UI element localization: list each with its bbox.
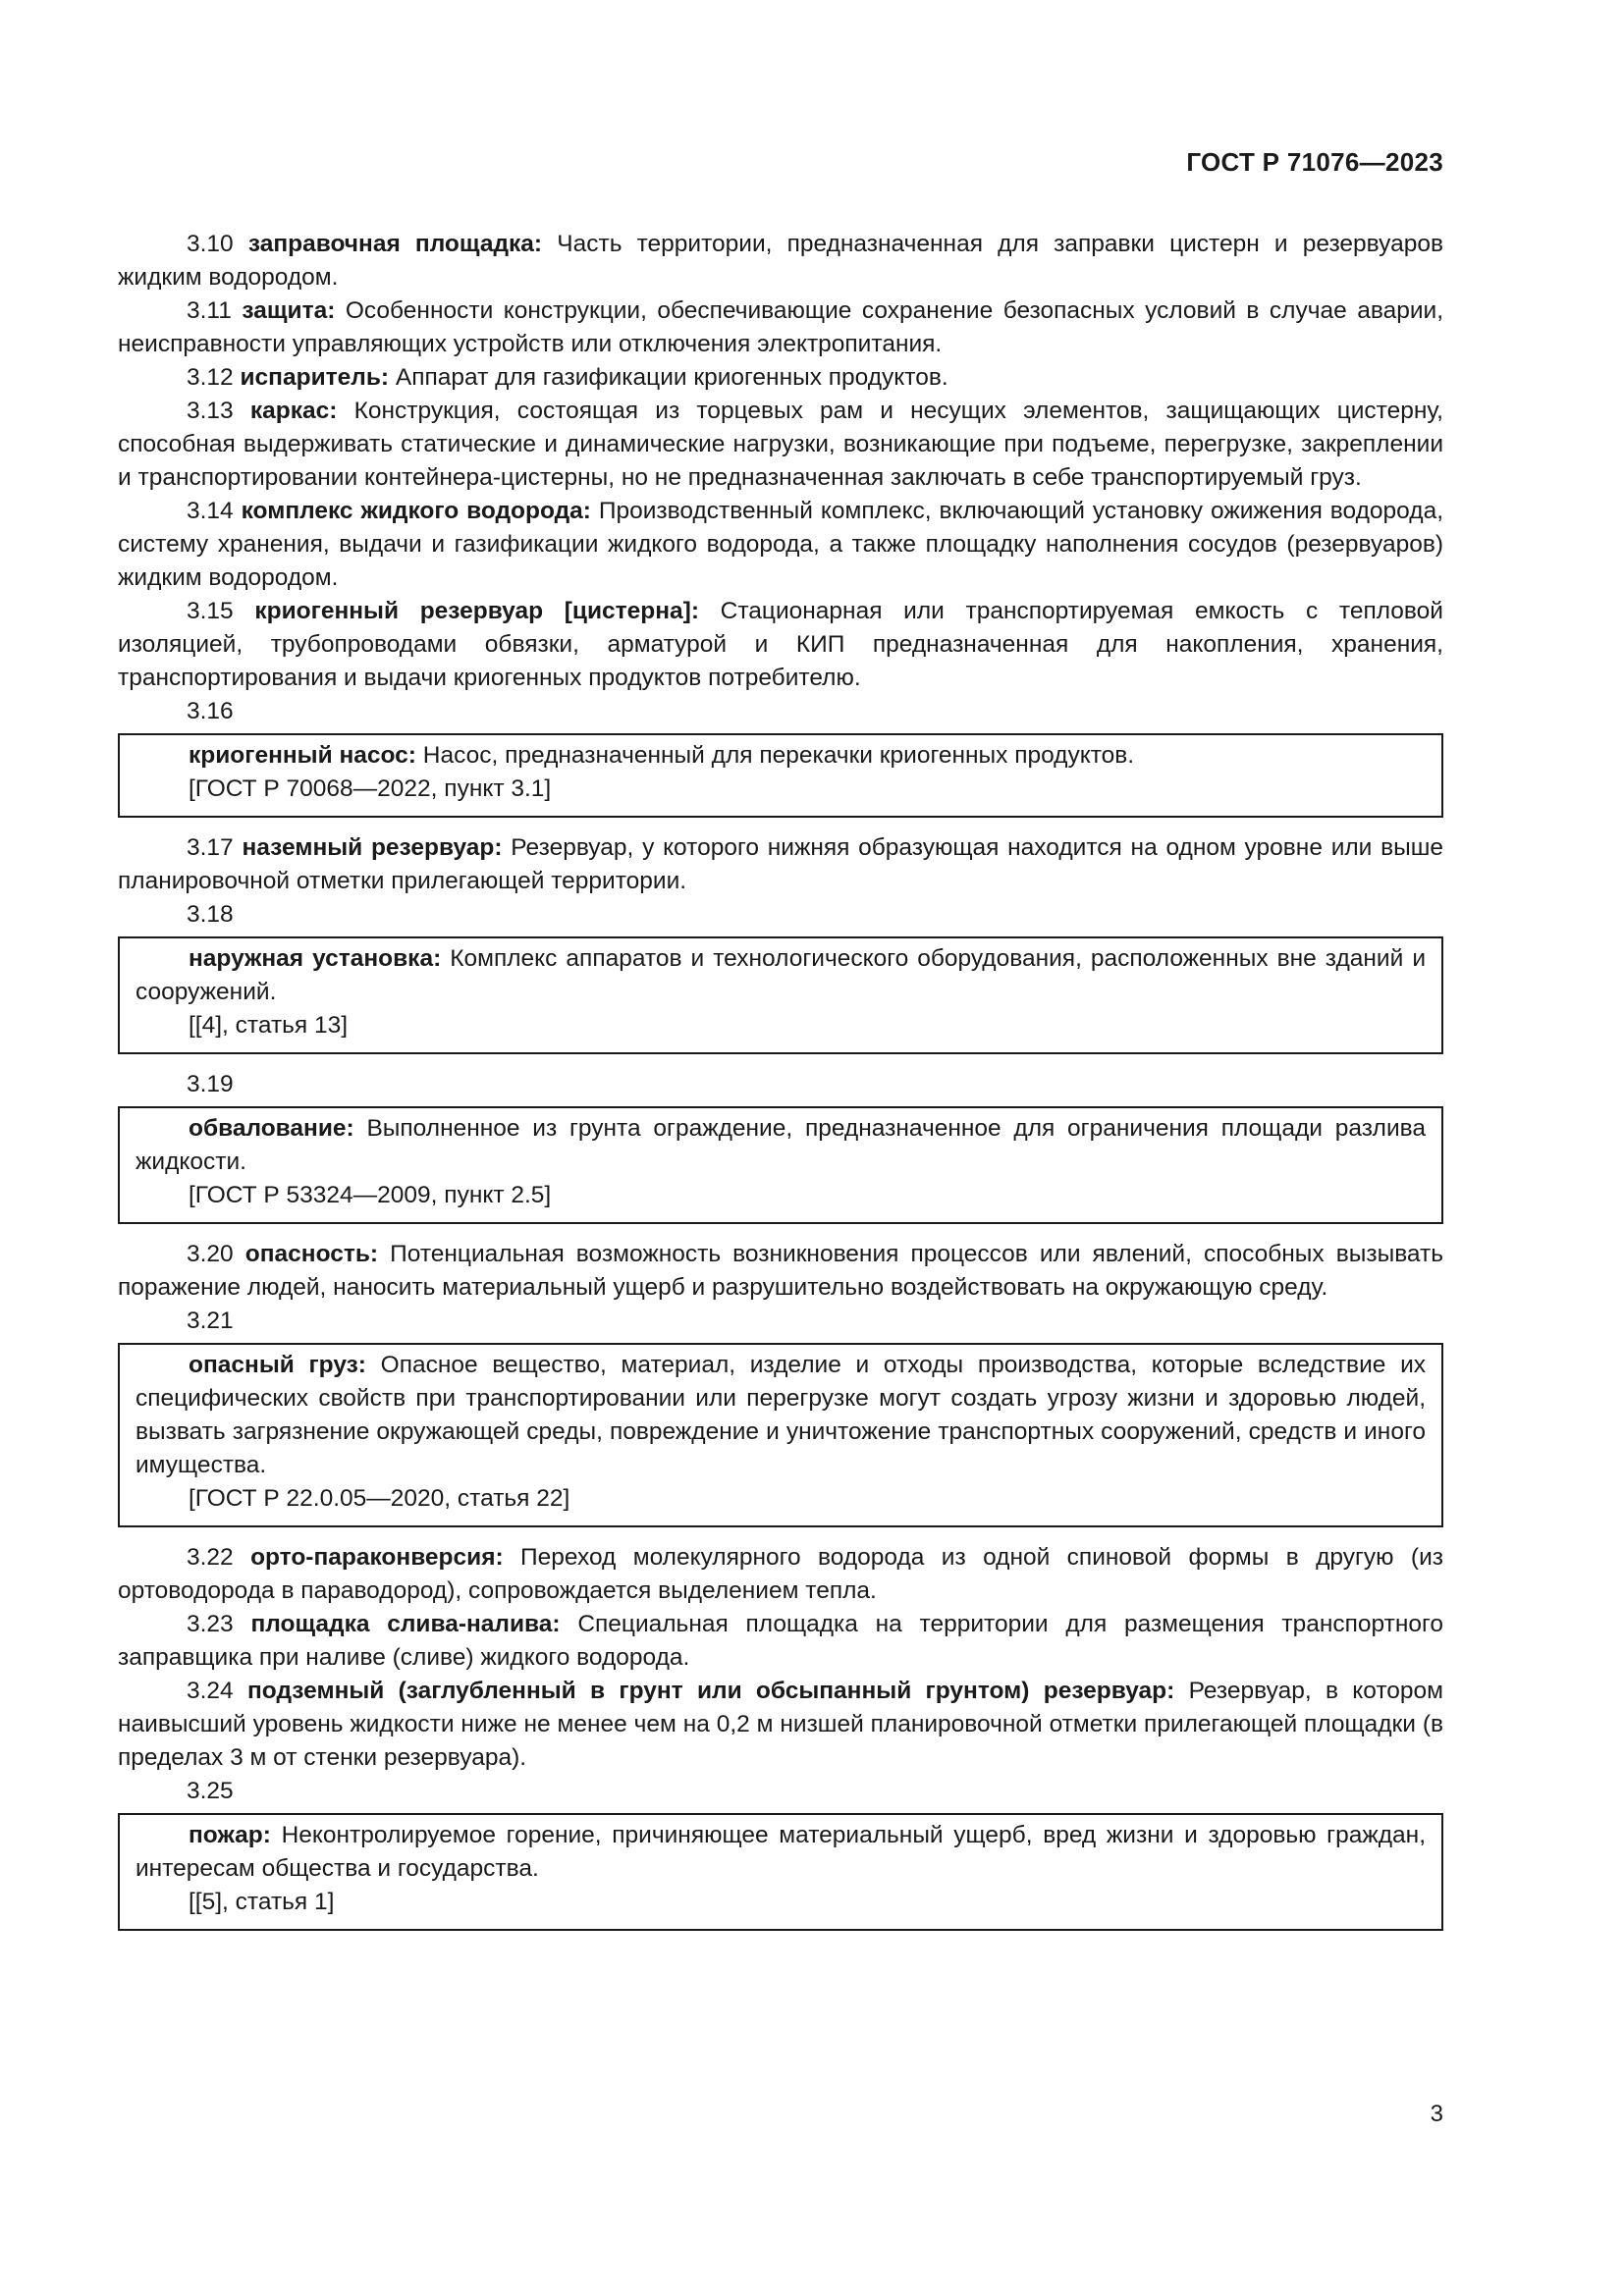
term-name: пожар: <box>189 1822 271 1848</box>
term-name: испаритель: <box>240 364 390 391</box>
source-reference: [ГОСТ Р 53324—2009, пункт 2.5] <box>189 1182 552 1208</box>
entry-number: 3.17 <box>187 834 234 861</box>
term-name: опасность: <box>244 1241 379 1267</box>
term-definition: Резервуар, в котором наивысший уровень жидкости ниже не менее чем на 0,2 м низшей планировочной отметки прилегающей площадки (в пределах 3 м от стенки резервуара). <box>118 1678 1444 1771</box>
entry-number: 3.14 <box>187 498 234 524</box>
entry-number: 3.10 <box>187 231 234 257</box>
term-entry-3-24 <box>118 1675 1443 1775</box>
entry-number: 3.15 <box>187 598 234 624</box>
term-entry-3-23 <box>118 1608 1443 1675</box>
document-header: ГОСТ Р 71076—2023 <box>1186 147 1443 177</box>
term-name: площадка слива-налива: <box>250 1611 561 1637</box>
term-entry-3-15 <box>118 595 1443 695</box>
entry-number: 3.22 <box>187 1544 234 1571</box>
term-entry-3-20 <box>118 1238 1443 1305</box>
term-entry-3-14 <box>118 495 1443 595</box>
source-reference: [[5], статья 1] <box>189 1889 335 1915</box>
term-entry-3-11 <box>118 294 1443 361</box>
quoted-definition <box>135 942 1426 1009</box>
entry-number-3-21: 3.21 <box>187 1308 234 1334</box>
term-entry-3-22 <box>118 1541 1443 1608</box>
quoted-term-box-3-16 <box>118 733 1443 818</box>
entry-number: 3.11 <box>187 297 232 324</box>
term-name: комплекс жидкого водорода: <box>241 498 591 524</box>
term-definition: Специальная площадка на территории для размещения транспортного заправщика при наливе (сливе) жидкого водорода. <box>118 1611 1444 1671</box>
quoted-definition <box>135 739 1426 773</box>
term-entry-3-13 <box>118 395 1443 495</box>
term-definition: Аппарат для газификации криогенных продуктов. <box>395 364 948 391</box>
term-name: криогенный резервуар [цистерна]: <box>254 598 699 624</box>
term-definition: Комплекс аппаратов и технологического оборудования, расположенных вне зданий и сооружений. <box>135 945 1426 1005</box>
term-name: обвалование: <box>189 1115 354 1142</box>
term-name: орто-параконверсия: <box>250 1544 504 1571</box>
term-definition: Резервуар, у которого нижняя образующая находится на одном уровне или выше планировочной отметки прилегающей территории. <box>118 834 1444 894</box>
quoted-definition <box>135 1819 1426 1886</box>
term-definition: Потенциальная возможность возникновения процессов или явлений, способных вызывать поражение людей, наносить материальный ущерб и разрушительно воздействовать на окружающую среду. <box>118 1241 1444 1301</box>
quoted-term-box-3-21 <box>118 1343 1443 1527</box>
term-name: криогенный насос: <box>189 742 416 769</box>
term-definition: Опасное вещество, материал, изделие и отходы производства, которые вследствие их специфических свойств при транспортировании или перегрузке могут создать угрозу жизни и здоровью людей, вызвать загрязнение окружающей среды, повреждение и уничтожение транспортных сооружений, средств и иного имущества. <box>135 1352 1427 1478</box>
term-definition: Насос, предназначенный для перекачки криогенных продуктов. <box>422 742 1135 769</box>
quoted-definition <box>135 1349 1426 1482</box>
entry-number-3-18: 3.18 <box>187 901 234 928</box>
terms-list <box>118 228 1443 1945</box>
entry-number: 3.13 <box>187 398 234 424</box>
document-page <box>118 0 1443 2296</box>
term-definition: Производственный комплекс, включающий установку ожижения водорода, систему хранения, выдачи и газификации жидкого водорода, а также площадку наполнения сосудов (резервуаров) жидким водородом. <box>118 498 1443 591</box>
entry-number-3-19: 3.19 <box>187 1071 234 1097</box>
quoted-term-box-3-19 <box>118 1106 1443 1224</box>
term-definition: Стационарная или транспортируемая емкость с тепловой изоляцией, трубопроводами обвязки, арматурой и КИП предназначенная для накопления, хранения, транспортирования и выдачи криогенных продуктов потребителю. <box>118 598 1443 691</box>
term-entry-3-17 <box>118 831 1443 898</box>
page-number: 3 <box>1430 2101 1443 2127</box>
entry-number: 3.20 <box>187 1241 234 1267</box>
term-definition: Особенности конструкции, обеспечивающие сохранение безопасных условий в случае аварии, неисправности управляющих устройств или отключения электропитания. <box>118 297 1443 357</box>
source-reference: [[4], статья 13] <box>189 1012 349 1039</box>
term-definition: Выполненное из грунта ограждение, предназначенное для ограничения площади разлива жидкости. <box>135 1115 1426 1175</box>
term-definition: Переход молекулярного водорода из одной спиновой формы в другую (из ортоводорода в параводород), сопровождается выделением тепла. <box>118 1544 1443 1604</box>
quoted-term-box-3-18 <box>118 936 1443 1054</box>
source-reference: [ГОСТ Р 70068—2022, пункт 3.1] <box>189 775 552 802</box>
source-reference: [ГОСТ Р 22.0.05—2020, статья 22] <box>189 1485 570 1512</box>
entry-number-3-25: 3.25 <box>187 1778 234 1804</box>
term-definition: Неконтролируемое горение, причиняющее материальный ущерб, вред жизни и здоровью граждан, интересам общества и государства. <box>135 1822 1426 1882</box>
term-name: наземный резервуар: <box>242 834 503 861</box>
term-name: заправочная площадка: <box>247 231 543 257</box>
term-definition: Часть территории, предназначенная для заправки цистерн и резервуаров жидким водородом. <box>118 231 1444 291</box>
quoted-term-box-3-25 <box>118 1813 1443 1931</box>
term-entry-3-10 <box>118 228 1443 294</box>
term-entry-3-12 <box>118 361 1443 395</box>
term-name: каркас: <box>249 398 338 424</box>
term-name: защита: <box>242 297 336 324</box>
quoted-definition <box>135 1112 1426 1179</box>
term-name: опасный груз: <box>189 1352 366 1378</box>
term-definition: Конструкция, состоящая из торцевых рам и несущих элементов, защищающих цистерну, способная выдерживать статические и динамические нагрузки, возникающие при подъеме, перегрузке, закреплении и транспортировании контейнера-цистерны, но не предназначенная заключать в себе транспортируемый груз. <box>118 398 1443 491</box>
entry-number-3-16: 3.16 <box>187 698 234 724</box>
entry-number: 3.24 <box>187 1678 234 1704</box>
term-name: подземный (заглубленный в грунт или обсыпанный грунтом) резервуар: <box>247 1678 1175 1704</box>
term-name: наружная установка: <box>189 945 442 972</box>
entry-number: 3.12 <box>187 364 234 391</box>
entry-number: 3.23 <box>187 1611 234 1637</box>
